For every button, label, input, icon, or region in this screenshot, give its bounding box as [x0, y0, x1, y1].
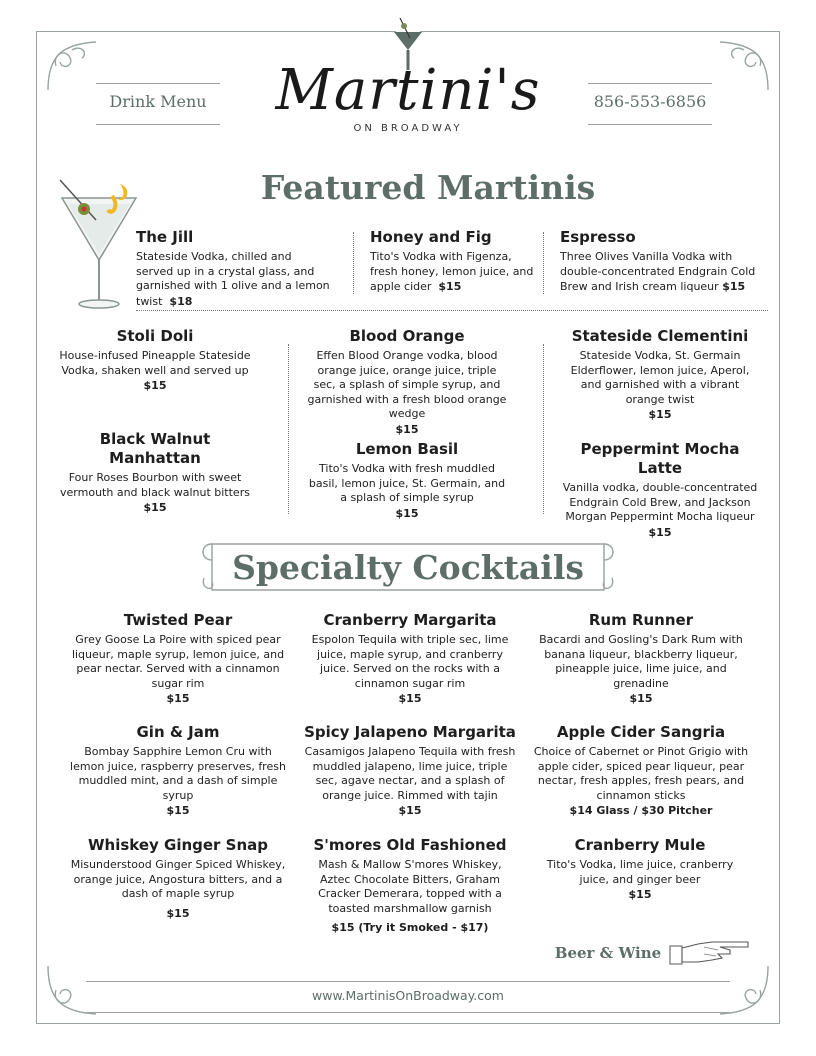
item-description: House-infused Pineapple Stateside Vodka, shaken well and served up [59, 349, 251, 377]
footer-rule [86, 1012, 730, 1013]
corner-flourish-icon [42, 960, 102, 1020]
item-price: $15 [398, 692, 422, 706]
item-name: Whiskey Ginger Snap [87, 836, 269, 854]
item-price: $14 Glass / $30 Pitcher [569, 804, 713, 818]
menu-item [58, 327, 252, 393]
item-description: Tito's Vodka with fresh muddled basil, lemon juice, St. Germain, and a splash of simple syrup [308, 462, 506, 505]
martini-glass-icon [54, 176, 144, 312]
item-name: Espresso [560, 228, 636, 246]
menu-item [70, 611, 286, 706]
menu-item [534, 611, 748, 706]
menu-item [58, 430, 252, 515]
item-price: $15 [438, 280, 462, 294]
divider [543, 344, 544, 514]
footer-rule [86, 981, 730, 982]
menu-item [370, 228, 538, 295]
item-description: Casamigos Jalapeno Tequila with fresh muddled jalapeno, lime juice, triple sec, agave nectar, and a splash of orange juice. Rimmed with tajin [304, 745, 516, 802]
logo-wordmark: Martini's [275, 58, 541, 123]
item-price: $15 [395, 506, 419, 520]
menu-item [306, 440, 508, 521]
item-price: $15 [166, 804, 190, 818]
divider [136, 310, 768, 311]
menu-item [304, 611, 516, 706]
divider [543, 232, 544, 294]
item-name: Apple Cider Sangria [556, 723, 726, 741]
menu-item [530, 723, 752, 818]
item-name: Cranberry Margarita [323, 611, 497, 629]
section-title-featured: Featured Martinis [260, 168, 596, 207]
corner-flourish-icon [714, 36, 774, 96]
website-link[interactable]: www.MartinisOnBroadway.com [312, 988, 504, 1003]
menu-item [566, 327, 754, 422]
item-name: Stateside Clementini [571, 327, 749, 345]
logo-subtitle: ON BROADWAY [353, 123, 463, 134]
item-price: $15 [143, 379, 167, 393]
menu-item [304, 723, 516, 818]
header-rule [96, 124, 220, 125]
item-price: $15 [143, 501, 167, 515]
menu-item [540, 836, 740, 902]
item-price: $15 [398, 804, 422, 818]
item-name: Stoli Doli [116, 327, 194, 345]
menu-item [560, 228, 760, 295]
item-name: S'mores Old Fashioned [313, 836, 507, 854]
item-price: $15 (Try it Smoked - $17) [331, 921, 489, 935]
menu-item [136, 228, 332, 309]
drink-menu-label: Drink Menu [109, 92, 207, 111]
menu-item [560, 440, 760, 540]
header-rule [588, 83, 712, 84]
item-price: $15 [166, 906, 190, 920]
item-price: $18 [169, 294, 193, 308]
item-price: $15 [648, 408, 672, 422]
item-name: Black Walnut Manhattan [99, 430, 211, 467]
item-name: Cranberry Mule [574, 836, 706, 854]
item-price: $15 [629, 692, 653, 706]
item-description: Effen Blood Orange vodka, blood orange juice, orange juice, triple sec, a splash of simple syrup, and garnished with a fresh blood orange wedge [307, 349, 507, 421]
item-description: Bacardi and Gosling's Dark Rum with banana liqueur, blackberry liqueur, pineapple juice, lime juice, and grenadine [539, 633, 743, 690]
item-name: Rum Runner [588, 611, 694, 629]
item-price: $15 [722, 280, 746, 294]
divider [288, 344, 289, 514]
item-name: Twisted Pear [123, 611, 233, 629]
divider [353, 232, 354, 294]
section-title-specialty: Specialty Cocktails [232, 548, 584, 587]
item-description: Espolon Tequila with triple sec, lime juice, maple syrup, and cranberry juice. Served on the rocks with a cinnamon sugar rim [311, 633, 509, 690]
item-description: Four Roses Bourbon with sweet vermouth and black walnut bitters [60, 471, 250, 499]
header-rule [588, 124, 712, 125]
item-description: Choice of Cabernet or Pinot Grigio with apple cider, spiced pear liqueur, pear nectar, fresh apples, fresh pears, and cinnamon sticks [533, 745, 749, 802]
item-description: Three Olives Vanilla Vodka with double-concentrated Endgrain Cold Brew and Irish cream liqueur [560, 250, 756, 294]
menu-item [308, 836, 512, 935]
item-description: Stateside Vodka, St. Germain Elderflower, lemon juice, Aperol, and garnished with a vibrant orange twist [570, 349, 750, 406]
item-price: $15 [628, 888, 652, 902]
item-description: Tito's Vodka, lime juice, cranberry juice, and ginger beer [546, 858, 734, 886]
item-description: Stateside Vodka, chilled and served up in a crystal glass, and garnished with 1 olive and a lemon twist [136, 250, 330, 308]
header-rule [96, 83, 220, 84]
menu-item [66, 836, 290, 921]
item-name: Spicy Jalapeno Margarita [304, 723, 516, 741]
item-name: Honey and Fig [370, 228, 492, 246]
pointing-hand-icon[interactable] [668, 932, 752, 972]
menu-item [306, 327, 508, 437]
item-price: $15 [648, 525, 672, 539]
item-price: $15 [166, 692, 190, 706]
item-description: Grey Goose La Poire with spiced pear liqueur, maple syrup, lemon juice, and pear nectar. Served with a cinnamon sugar rim [71, 633, 285, 690]
menu-item [70, 723, 286, 818]
item-name: Lemon Basil [355, 440, 459, 458]
item-price: $15 [395, 422, 419, 436]
item-description: Vanilla vodka, double-concentrated Endgrain Cold Brew, and Jackson Morgan Peppermint Mocha liqueur [562, 481, 758, 524]
item-name: Blood Orange [349, 327, 465, 345]
item-description: Mash & Mallow S'mores Whiskey, Aztec Chocolate Bitters, Graham Cracker Demerara, topped with a toasted marshmallow garnish [318, 858, 502, 915]
item-description: Misunderstood Ginger Spiced Whiskey, orange juice, Angostura bitters, and a dash of maple syrup [70, 858, 286, 901]
corner-flourish-icon [42, 36, 102, 96]
item-description: Tito's Vodka with Figenza, fresh honey, lemon juice, and apple cider [370, 250, 534, 294]
phone-number[interactable]: 856-553-6856 [593, 92, 707, 111]
item-name: Peppermint Mocha Latte [580, 440, 740, 477]
beer-wine-link[interactable]: Beer & Wine [554, 944, 662, 962]
item-name: Gin & Jam [136, 723, 220, 741]
item-name: The Jill [136, 228, 194, 246]
item-description: Bombay Sapphire Lemon Cru with lemon juice, raspberry preserves, fresh muddled mint, and a dash of simple syrup [70, 745, 286, 802]
